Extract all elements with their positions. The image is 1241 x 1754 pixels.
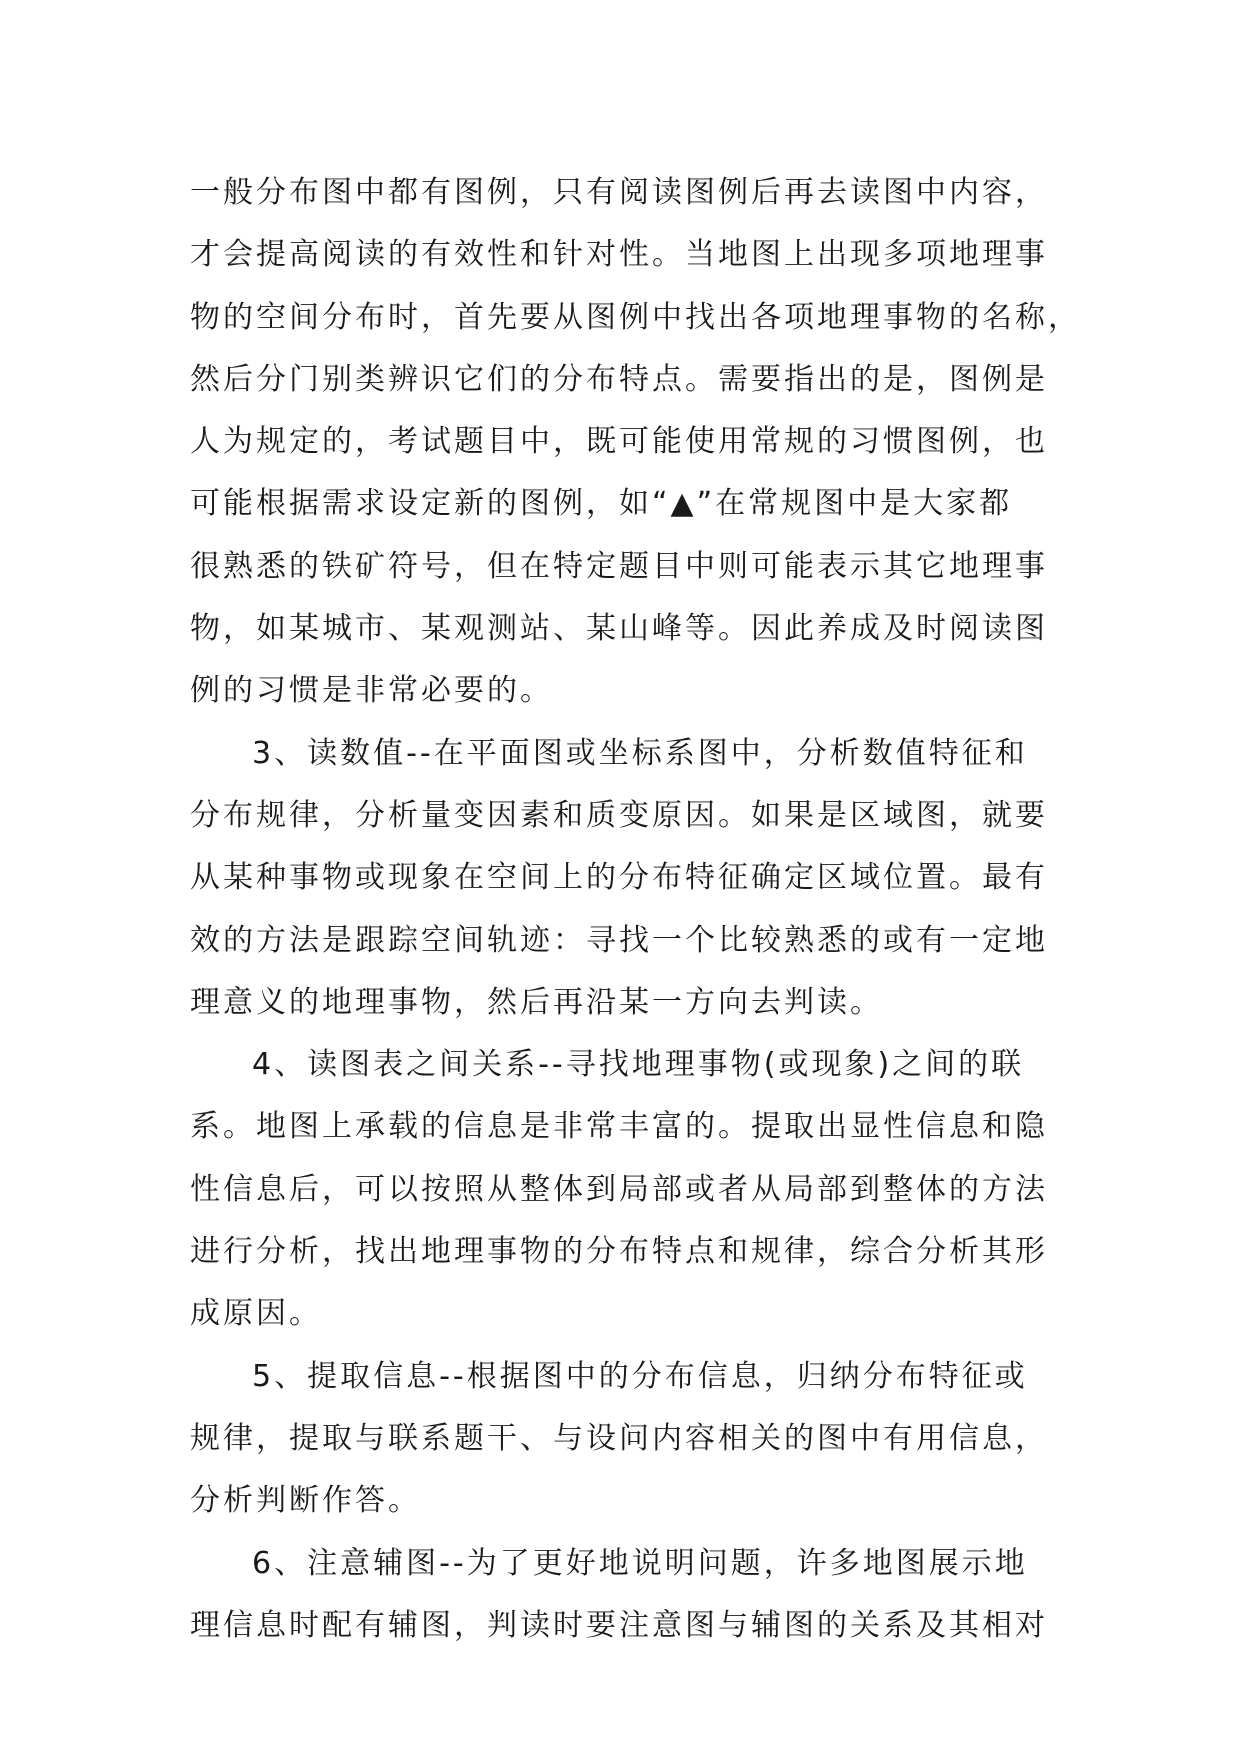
section-6-heading-line: 6、注意辅图--为了更好地说明问题，许多地图展示地 <box>252 1545 1028 1581</box>
body-text <box>190 162 1090 1657</box>
section-4-heading-line: 4、读图表之间关系--寻找地理事物(或现象)之间的联 <box>252 1047 1025 1083</box>
text-line: 进行分析，找出地理事物的分布特点和规律，综合分析其形 <box>190 1234 1048 1270</box>
text-line: 物，如某城市、某观测站、某山峰等。因此养成及时阅读图 <box>190 611 1048 647</box>
text-line: 效的方法是跟踪空间轨迹：寻找一个比较熟悉的或有一定地 <box>190 922 1048 958</box>
text-line: 例的习惯是非常必要的。 <box>190 673 553 709</box>
text-line: 分布规律，分析量变因素和质变原因。如果是区域图，就要 <box>190 797 1048 833</box>
text-line: 理意义的地理事物，然后再沿某一方向去判读。 <box>190 984 883 1020</box>
text-line: 系。地图上承载的信息是非常丰富的。提取出显性信息和隐 <box>190 1109 1048 1145</box>
text-line: 才会提高阅读的有效性和针对性。当地图上出现多项地理事 <box>190 237 1048 273</box>
text-line: 从某种事物或现象在空间上的分布特征确定区域位置。最有 <box>190 860 1048 896</box>
text-line: 一般分布图中都有图例，只有阅读图例后再去读图中内容， <box>190 175 1048 210</box>
section-3-heading-line: 3、读数值--在平面图或坐标系图中，分析数值特征和 <box>252 735 1028 771</box>
text-line: 物的空间分布时，首先要从图例中找出各项地理事物的名称， <box>190 299 1081 335</box>
text-line: 分析判断作答。 <box>190 1483 421 1519</box>
text-line: 可能根据需求设定新的图例，如“▲”在常规图中是大家都 <box>190 486 1013 522</box>
text-line: 理信息时配有辅图，判读时要注意图与辅图的关系及其相对 <box>190 1607 1048 1643</box>
text-line: 然后分门别类辨识它们的分布特点。需要指出的是，图例是 <box>190 361 1048 397</box>
text-line: 性信息后，可以按照从整体到局部或者从局部到整体的方法 <box>190 1171 1048 1207</box>
text-line: 成原因。 <box>190 1296 322 1332</box>
text-line: 人为规定的，考试题目中，既可能使用常规的习惯图例，也 <box>190 424 1048 460</box>
text-line: 很熟悉的铁矿符号，但在特定题目中则可能表示其它地理事 <box>190 548 1048 584</box>
text-line: 规律，提取与联系题干、与设问内容相关的图中有用信息， <box>190 1420 1048 1456</box>
section-5-heading-line: 5、提取信息--根据图中的分布信息，归纳分布特征或 <box>252 1358 1028 1394</box>
